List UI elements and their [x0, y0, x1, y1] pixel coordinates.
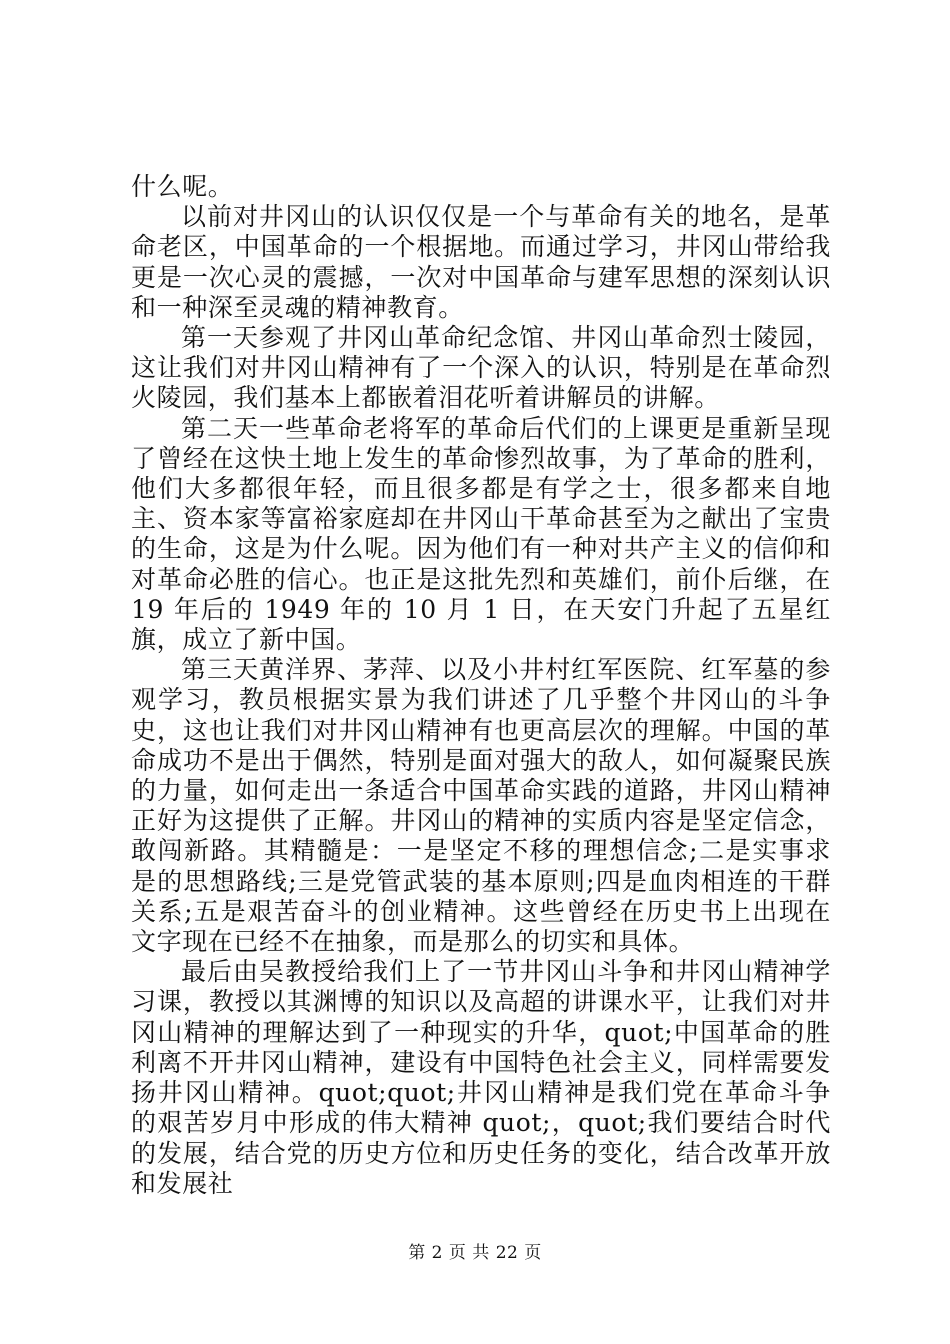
paragraph-day-three: 第三天黄洋界、茅萍、以及小井村红军医院、红军墓的参观学习，教员根据实景为我们讲述了几乎整个井冈山的斗争史，这也让我们对井冈山精神有也更高层次的理解。中国的革命成功不是出于偶然，特别是面对强大的敌人，如何凝聚民族的力量，如何走出一条适合中国革命实践的道路，井冈山精神正好为这提供了正解。井冈山的精神的实质内容是坚定信念，敢闯新路。其精髓是：一是坚定不移的理想信念;二是实事求是的思想路线;三是党管武装的基本原则;四是血肉相连的干群关系;五是艰苦奋斗的创业精神。这些曾经在历史书上出现在文字现在已经不在抽象，而是那么的切实和具体。	[131, 655, 831, 957]
paragraph-day-two: 第二天一些革命老将军的革命后代们的上课更是重新呈现了曾经在这快土地上发生的革命惨烈故事，为了革命的胜利，他们大多都很年轻，而且很多都是有学之士，很多都来自地主、资本家等富裕家庭却在井冈山干革命甚至为之献出了宝贵的生命，这是为什么呢。因为他们有一种对共产主义的信仰和对革命必胜的信心。也正是这批先烈和英雄们，前仆后继，在 19 年后的 1949 年的 10 月 1 日，在天安门升起了五星红旗，成立了新中国。	[131, 413, 831, 655]
page-footer	[0, 1243, 950, 1263]
paragraph-jinggangshan-understanding: 以前对井冈山的认识仅仅是一个与革命有关的地名，是革命老区，中国革命的一个根据地。而通过学习，井冈山带给我更是一次心灵的震撼，一次对中国革命与建军思想的深刻认识和一种深至灵魂的精神教育。	[131, 202, 831, 322]
page-number: 第 2 页 共 22 页	[408, 1243, 542, 1263]
body-text	[131, 172, 831, 1199]
paragraph-continuation: 什么呢。	[131, 172, 234, 201]
paragraph-day-one: 第一天参观了井冈山革命纪念馆、井冈山革命烈士陵园，这让我们对井冈山精神有了一个深入的认识，特别是在革命烈火陵园，我们基本上都嵌着泪花听着讲解员的讲解。	[131, 323, 831, 413]
paragraph-final-lecture: 最后由吴教授给我们上了一节井冈山斗争和井冈山精神学习课，教授以其渊博的知识以及高超的讲课水平，让我们对井冈山精神的理解达到了一种现实的升华，quot;中国革命的胜利离不开井冈山精神，建设有中国特色社会主义，同样需要发扬井冈山精神。quot;quot;井冈山精神是我们党在革命斗争的艰苦岁月中形成的伟大精神 quot;，quot;我们要结合时代的发展，结合党的历史方位和历史任务的变化，结合改革开放和发展社	[131, 957, 831, 1198]
